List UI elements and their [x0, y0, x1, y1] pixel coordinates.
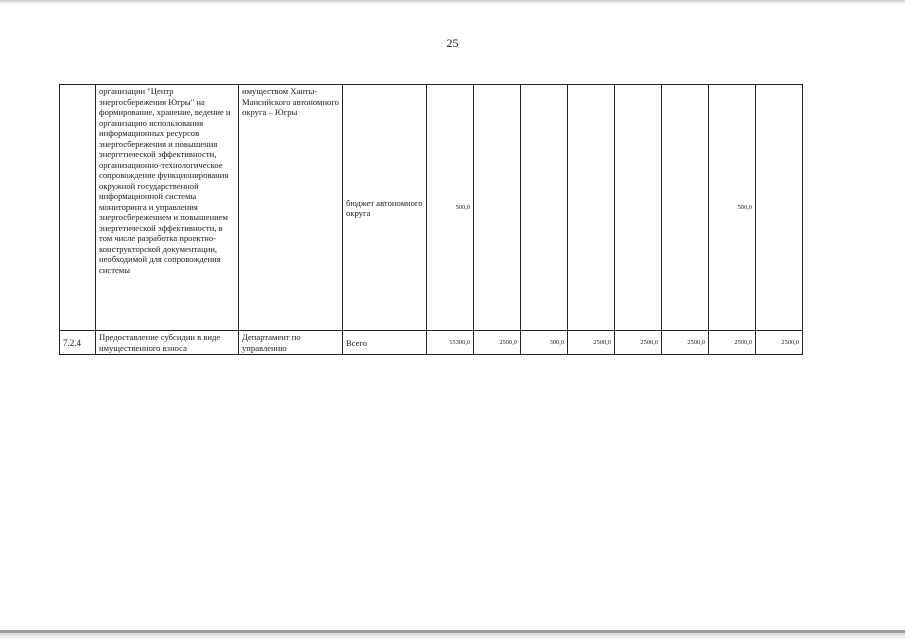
- table-row: [60, 331, 803, 355]
- row-number-cell: 7.2.4: [60, 331, 96, 355]
- value-cell-total: 15300,0: [427, 331, 474, 355]
- value-cell: 2500,0: [568, 331, 615, 355]
- funding-source-cell: Всего: [343, 331, 427, 355]
- value-cell: 2500,0: [662, 331, 709, 355]
- funding-source-cell: бюджет автономного округа: [343, 85, 427, 331]
- value-cell: [756, 85, 803, 331]
- value-cell: [662, 85, 709, 331]
- measure-name-cell: организации "Центр энергосбережения Югры" на формирование, хранение, ведение и организацию использования информационных ресурсов энергосбережения и повышения энергетической эффективности, организационно-технологическое сопровождение функционирования окружной государственной информационной системы мониторинга и управления энергосбережением и повышением энергетической эффективности, в том числе разработка проектно-конструкторской документации, необходимой для сопровождения системы: [96, 85, 239, 331]
- scan-edge-top: [0, 0, 905, 4]
- value-cell: 500,0: [709, 85, 756, 331]
- row-number-cell: [60, 85, 96, 331]
- value-cell: [474, 85, 521, 331]
- executor-cell: имуществом Ханты-Мансийского автономного округа – Югры: [239, 85, 343, 331]
- table-row: [60, 85, 803, 331]
- budget-table: [59, 84, 803, 355]
- value-cell: [615, 85, 662, 331]
- value-cell: [568, 85, 615, 331]
- value-cell: 300,0: [521, 331, 568, 355]
- value-cell: 2500,0: [709, 331, 756, 355]
- value-cell: 2500,0: [615, 331, 662, 355]
- executor-cell: Департамент по управлению: [239, 331, 343, 355]
- page-number: 25: [446, 36, 459, 50]
- scan-edge-bottom-shadow: [0, 633, 905, 640]
- value-cell: 2500,0: [474, 331, 521, 355]
- value-cell-total: 500,0: [427, 85, 474, 331]
- value-cell: 2500,0: [756, 331, 803, 355]
- value-cell: [521, 85, 568, 331]
- measure-name-cell: Предоставление субсидии в виде имущественного взноса: [96, 331, 239, 355]
